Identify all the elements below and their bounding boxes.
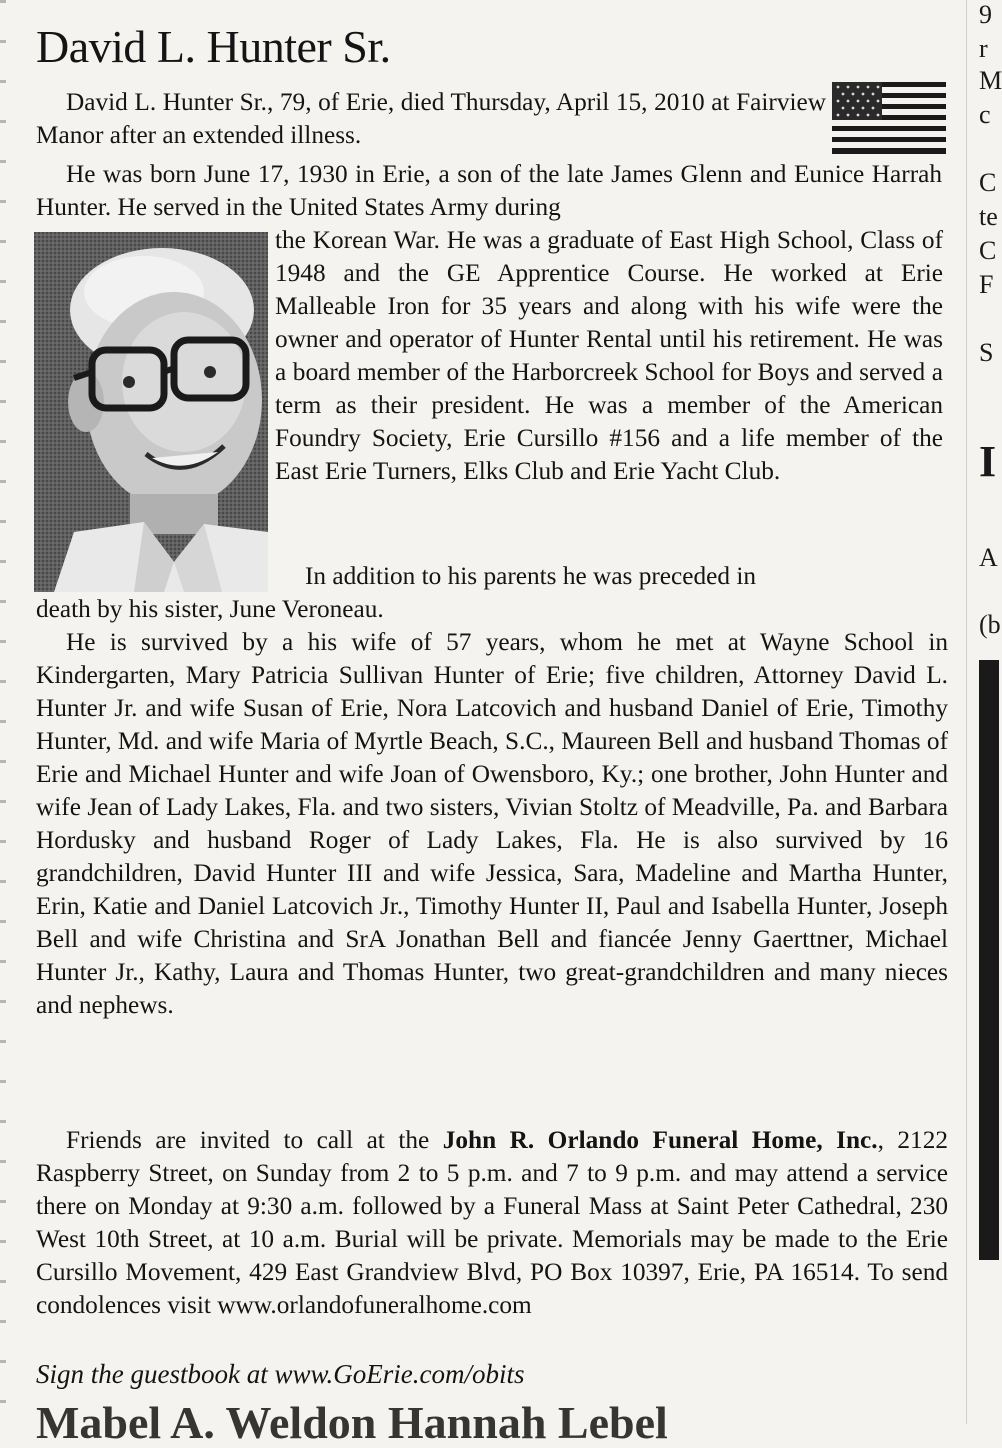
column-fragment: (b bbox=[979, 610, 1001, 639]
paragraph-services bbox=[36, 1124, 948, 1322]
column-fragment: M bbox=[979, 66, 1002, 95]
paragraph-preceded-by-end: death by his sister, June Veroneau. bbox=[36, 595, 384, 623]
paragraph-survivors: He is survived by a his wife of 57 years, whom he met at Wayne School in Kindergarten, Mary Patricia Sullivan Hunter of Erie; five children, Attorney David L. Hunter Jr. and wife Susan of Erie, Nora Latcovich and husband Daniel of Erie, Timothy Hunter, Md. and wife Maria of Myrtle Beach, S.C., Maureen Bell and husband Thomas of Erie and Michael Hunter and wife Joan of Owensboro, Ky.; one brother, John Hunter and wife Jean of Lady Lakes, Fla. and two sisters, Vivian Stoltz of Meadville, Pa. and Barbara Hordusky and husband Roger of Lady Lakes, Fla. He is also survived by 16 grandchildren, David Hunter III and wife Jessica, Sara, Madeline and Martha Hunter, Erin, Katie and Daniel Latcovich Jr., Timothy Hunter II, Paul and Isabella Hunter, Joseph Bell and wife Christina and SrA Jonathan Bell and fiancée Jenny Gaerttner, Michael Hunter Jr., Kathy, Laura and Thomas Hunter, two great-grandchildren and many nieces and nephews. bbox=[36, 628, 948, 1019]
paragraph-biography-career: the Korean War. He was a graduate of East High School, Class of 1948 and the GE Apprentice Course. He worked at Erie Malleable Iron for 35 years and along with his wife were the owner and operator of Hunter Rental until his retirement. He was a board member of the Harborcreek School for Boys and served a term as their president. He was a member of the American Foundry Society, Erie Cursillo #156 and a life member of the East Erie Turners, Elks Club and Erie Yacht Club. bbox=[275, 226, 943, 485]
column-fragment: te bbox=[979, 202, 998, 231]
column-photo-edge bbox=[979, 660, 999, 1260]
adjacent-column bbox=[966, 0, 1002, 1424]
paragraph-preceded-by-start: In addition to his parents he was preceded in bbox=[305, 562, 756, 590]
column-fragment: C bbox=[979, 168, 997, 197]
column-fragment: r bbox=[979, 34, 988, 63]
column-fragment: S bbox=[979, 338, 994, 367]
page-edge bbox=[0, 0, 6, 1424]
portrait-photo bbox=[34, 232, 268, 592]
column-fragment: F bbox=[979, 270, 994, 299]
funeral-home-name: John R. Orlando Funeral Home, Inc. bbox=[442, 1126, 878, 1154]
guestbook-line: Sign the guestbook at www.GoErie.com/obits bbox=[36, 1359, 525, 1389]
american-flag-icon bbox=[832, 82, 946, 154]
services-lead: Friends are invited to call at the bbox=[66, 1126, 443, 1154]
next-obituary-headline: Mabel A. Weldon Hannah Lebel bbox=[36, 1397, 668, 1448]
paragraph-biography-intro: He was born June 17, 1930 in Erie, a son of the late James Glenn and Eunice Harrah Hunter. He served in the United States Army during bbox=[36, 160, 942, 221]
column-fragment: A bbox=[979, 543, 998, 572]
column-fragment: 9 bbox=[979, 0, 992, 29]
column-fragment: C bbox=[979, 236, 997, 265]
services-details: , 2122 Raspberry Street, on Sunday from 2 to 5 p.m. and 7 to 9 p.m. and may attend a service there on Monday at 9:30 a.m. followed by a Funeral Mass at Saint Peter Cathedral, 230 West 10th Street, at 10 a.m. Burial will be private. Memorials may be made to the Erie Cursillo Movement, 429 East Grandview Blvd, PO Box 10397, Erie, PA 16514. To send condolences visit www.orlandofuneralhome.com bbox=[36, 1126, 949, 1319]
column-fragment: I bbox=[979, 437, 997, 486]
obituary-headline: David L. Hunter Sr. bbox=[36, 21, 391, 72]
column-fragment: c bbox=[979, 100, 991, 129]
paragraph-death-notice: David L. Hunter Sr., 79, of Erie, died Thursday, April 15, 2010 at Fairview Manor after an extended illness. bbox=[36, 88, 826, 149]
